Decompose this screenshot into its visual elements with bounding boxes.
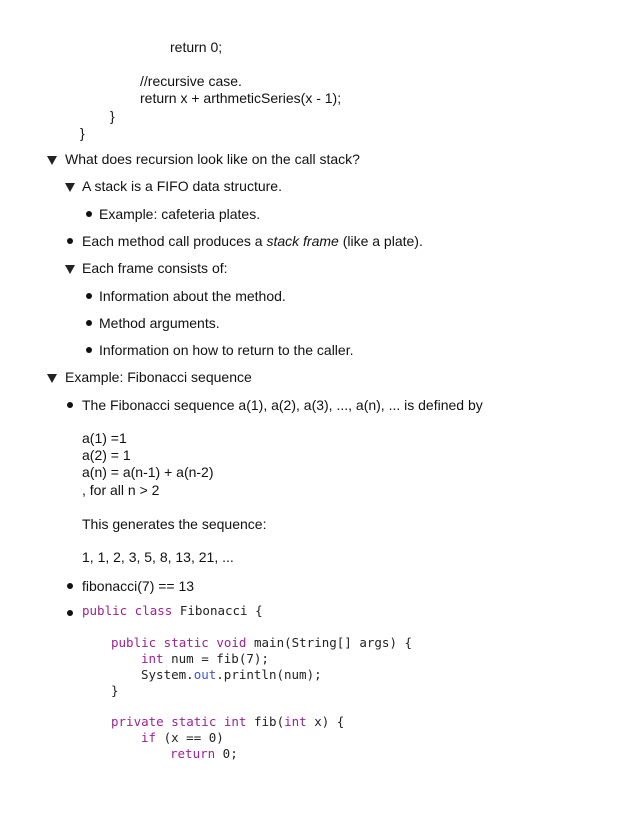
fibonacci-heading: Example: Fibonacci sequence xyxy=(65,369,252,385)
java-text: fib( xyxy=(246,714,285,729)
code-brace-outer: } xyxy=(80,125,85,141)
java-field: out xyxy=(193,667,217,682)
disclosure-triangle-icon[interactable] xyxy=(47,156,57,165)
stack-frame-term: stack frame xyxy=(266,233,339,249)
java-line-close-brace: } xyxy=(111,683,119,698)
stack-frame-text-post: (like a plate). xyxy=(338,233,423,249)
disclosure-triangle-icon[interactable] xyxy=(47,374,57,383)
bullet-icon xyxy=(86,293,92,299)
java-line-class xyxy=(82,602,263,619)
java-keyword: return xyxy=(170,746,216,761)
bullet-icon xyxy=(86,320,92,326)
disclosure-triangle-icon[interactable] xyxy=(65,265,75,274)
fibonacci-sequence: 1, 1, 2, 3, 5, 8, 13, 21, ... xyxy=(82,549,234,565)
bullet-icon xyxy=(67,402,73,408)
java-keyword: int xyxy=(141,651,164,666)
code-line-return-recursive: return x + arthmeticSeries(x - 1); xyxy=(140,90,342,106)
java-text: (x == 0) xyxy=(156,730,224,745)
java-keyword: int xyxy=(284,714,307,729)
java-text: System. xyxy=(141,667,194,682)
java-line-return xyxy=(170,745,238,762)
fibonacci-result: fibonacci(7) == 13 xyxy=(82,578,195,594)
disclosure-triangle-icon[interactable] xyxy=(65,183,75,192)
java-text: Fibonacci { xyxy=(172,603,263,618)
frame-consists-item: Each frame consists of: xyxy=(82,260,228,276)
bullet-icon xyxy=(67,583,73,589)
callstack-heading: What does recursion look like on the call stack? xyxy=(65,151,360,167)
java-keyword: public static void xyxy=(111,635,247,650)
code-line-return-zero: return 0; xyxy=(170,39,223,55)
java-line-num xyxy=(141,650,269,667)
java-line-println xyxy=(141,666,322,683)
java-text: num = fib(7); xyxy=(163,651,269,666)
frame-info-method: Information about the method. xyxy=(99,288,286,304)
frame-method-arguments: Method arguments. xyxy=(99,315,220,331)
java-keyword: if xyxy=(141,730,157,745)
fibonacci-definition: The Fibonacci sequence a(1), a(2), a(3), ..., a(n), ... is defined by xyxy=(82,397,483,413)
java-line-main xyxy=(111,634,412,651)
java-text: .println(num); xyxy=(216,667,322,682)
frame-return-info: Information on how to return to the caller. xyxy=(99,342,354,358)
stack-frame-text-pre: Each method call produces a xyxy=(82,233,267,249)
java-line-fib-decl xyxy=(111,713,344,730)
java-text: x) { xyxy=(306,714,345,729)
fibonacci-rule-2: a(2) = 1 xyxy=(82,447,131,463)
code-comment-recursive-case: //recursive case. xyxy=(140,73,242,89)
stack-example-item: Example: cafeteria plates. xyxy=(99,206,261,222)
java-keyword: private static int xyxy=(111,714,247,729)
fibonacci-rule-1: a(1) =1 xyxy=(82,430,127,446)
java-text: main(String[] args) { xyxy=(246,635,413,650)
bullet-icon xyxy=(86,211,92,217)
fibonacci-rule-3: a(n) = a(n-1) + a(n-2) xyxy=(82,464,214,480)
bullet-icon xyxy=(86,347,92,353)
java-text: 0; xyxy=(215,746,238,761)
java-line-if xyxy=(141,729,224,746)
bullet-icon xyxy=(67,238,73,244)
code-brace-inner: } xyxy=(110,108,115,124)
bullet-icon xyxy=(67,610,73,616)
stack-frame-item xyxy=(82,233,423,250)
java-keyword: public class xyxy=(82,603,173,618)
fibonacci-rule-condition: , for all n > 2 xyxy=(82,482,160,498)
fibonacci-generates: This generates the sequence: xyxy=(82,516,267,532)
stack-fifo-item: A stack is a FIFO data structure. xyxy=(82,178,282,194)
